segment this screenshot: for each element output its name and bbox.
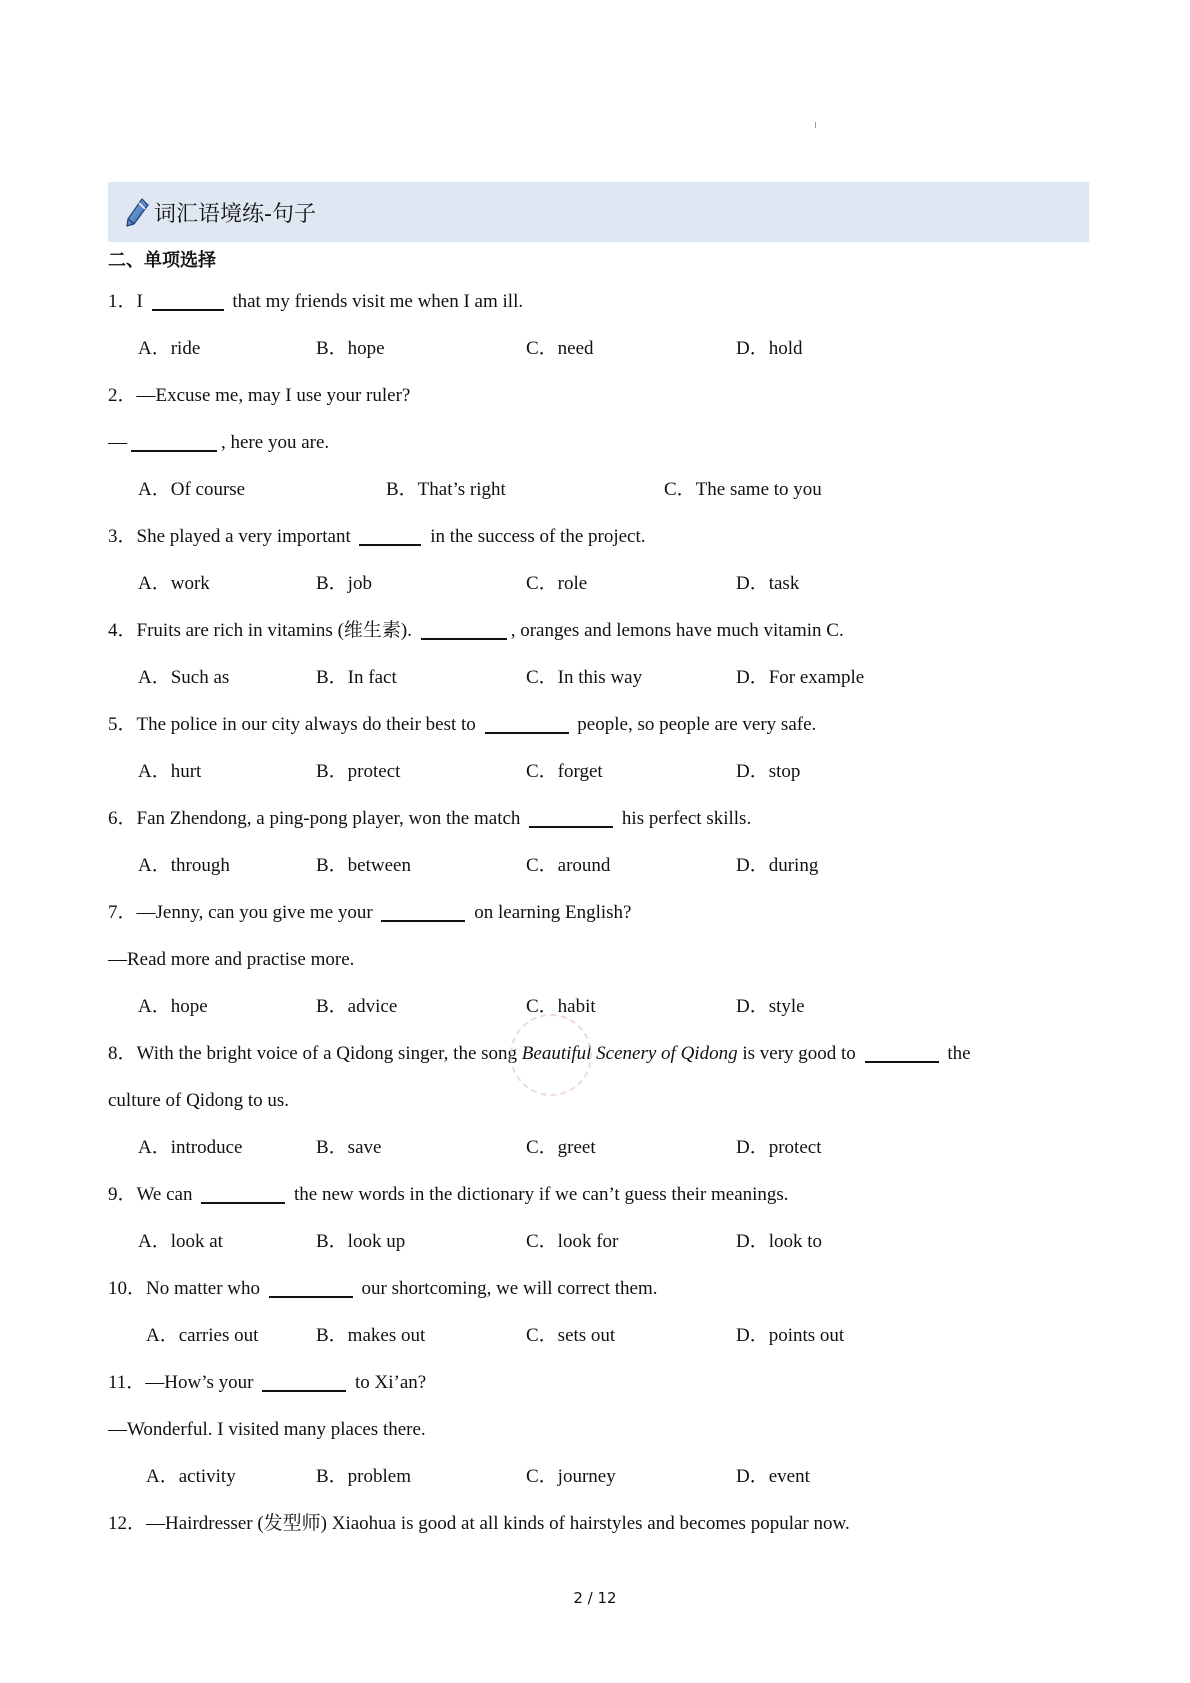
question-continuation: [108, 1077, 1088, 1124]
question-text: The police in our city always do their best to: [136, 714, 481, 735]
dialogue-reply: [108, 936, 1088, 983]
answer-option[interactable]: A．Such as: [138, 667, 230, 688]
dialogue-reply: [108, 1406, 1088, 1453]
answer-option[interactable]: D．during: [736, 855, 819, 876]
question-text: , oranges and lemons have much vitamin C.: [510, 620, 844, 641]
question-number: 5．: [108, 714, 137, 735]
question-stem: [108, 1359, 1088, 1406]
options-row: [108, 1312, 1088, 1359]
question-text: culture of Qidong to us.: [108, 1090, 290, 1111]
question-text: —Hairdresser (发型师) Xiaohua is good at all kinds of hairstyles and becomes popular now.: [146, 1513, 850, 1534]
answer-option[interactable]: B．advice: [316, 996, 398, 1017]
question-stem: [108, 278, 1088, 325]
answer-blank: [262, 1370, 346, 1392]
answer-option[interactable]: B．That’s right: [386, 479, 506, 500]
answer-option[interactable]: B．save: [316, 1137, 382, 1158]
options-row: [108, 466, 1088, 513]
question-number: 6．: [108, 808, 137, 829]
options-row: [108, 842, 1088, 889]
answer-option[interactable]: D．hold: [736, 338, 803, 359]
answer-option[interactable]: C．In this way: [526, 667, 643, 688]
answer-option[interactable]: A．carries out: [146, 1325, 259, 1346]
options-row: [108, 748, 1088, 795]
answer-option[interactable]: B．hope: [316, 338, 385, 359]
answer-option[interactable]: C．forget: [526, 761, 603, 782]
section-banner: [108, 182, 1089, 242]
options-row: [108, 1124, 1088, 1171]
question-stem: [108, 701, 1088, 748]
question-stem: [108, 795, 1088, 842]
answer-option[interactable]: A．hurt: [138, 761, 202, 782]
answer-option[interactable]: A．Of course: [138, 479, 246, 500]
options-row: [108, 654, 1088, 701]
options-row: [108, 1453, 1088, 1500]
question-text: on learning English?: [469, 902, 632, 923]
answer-option[interactable]: C．The same to you: [664, 479, 822, 500]
answer-option[interactable]: A．through: [138, 855, 230, 876]
section-heading: 二、单项选择: [108, 250, 216, 271]
question-text: With the bright voice of a Qidong singer, the song: [136, 1043, 522, 1064]
question-text: that my friends visit me when I am ill.: [227, 291, 524, 312]
question-number: 4．: [108, 620, 137, 641]
answer-option[interactable]: A．ride: [138, 338, 201, 359]
answer-blank: [131, 430, 217, 452]
question-stem: [108, 889, 1088, 936]
song-title: Beautiful Scenery of Qidong: [521, 1043, 738, 1064]
question-text: is very good to: [737, 1043, 861, 1064]
answer-blank: [529, 806, 613, 828]
answer-option[interactable]: D．look to: [736, 1231, 823, 1252]
answer-option[interactable]: A．hope: [138, 996, 208, 1017]
question-stem: [108, 1265, 1088, 1312]
answer-option[interactable]: C．need: [526, 338, 594, 359]
question-number: 3．: [108, 526, 137, 547]
answer-blank: [865, 1041, 939, 1063]
question-text: people, so people are very safe.: [572, 714, 817, 735]
question-number: 12．: [108, 1513, 147, 1534]
question-text: the: [942, 1043, 971, 1064]
question-text: I: [136, 291, 148, 312]
dialogue-reply: [108, 419, 1088, 466]
answer-blank: [485, 712, 569, 734]
answer-option[interactable]: C．greet: [526, 1137, 596, 1158]
options-row: [108, 325, 1088, 372]
question-text: the new words in the dictionary if we can’t guess their meanings.: [289, 1184, 789, 1205]
question-text: , here you are.: [221, 432, 330, 453]
watermark-stamp: [510, 1014, 592, 1096]
question-number: 11．: [108, 1372, 146, 1393]
question-text: to Xi’an?: [350, 1372, 427, 1393]
header-mark: [815, 122, 816, 128]
question-stem: [108, 1171, 1088, 1218]
question-text: —Excuse me, may I use your ruler?: [136, 385, 411, 406]
question-text: his perfect skills.: [617, 808, 752, 829]
question-text: —: [108, 432, 127, 453]
answer-option[interactable]: C．journey: [526, 1466, 616, 1487]
answer-blank: [359, 524, 421, 546]
question-number: 2．: [108, 385, 137, 406]
answer-option[interactable]: C．role: [526, 573, 588, 594]
answer-blank: [201, 1182, 285, 1204]
question-number: 10．: [108, 1278, 147, 1299]
question-stem: [108, 1500, 1088, 1547]
answer-option[interactable]: D．event: [736, 1466, 810, 1487]
question-stem: [108, 1030, 1088, 1077]
question-number: 1．: [108, 291, 137, 312]
answer-option[interactable]: A．introduce: [138, 1137, 243, 1158]
answer-option[interactable]: B．makes out: [316, 1325, 426, 1346]
page-number: 2 / 12: [573, 1589, 617, 1607]
answer-option[interactable]: D．stop: [736, 761, 801, 782]
pencil-icon: [124, 197, 150, 227]
answer-option[interactable]: B．job: [316, 573, 372, 594]
question-stem: [108, 513, 1088, 560]
question-text: —Jenny, can you give me your: [136, 902, 378, 923]
answer-option[interactable]: D．task: [736, 573, 800, 594]
answer-option[interactable]: A．look at: [138, 1231, 223, 1252]
options-row: [108, 560, 1088, 607]
question-number: 9．: [108, 1184, 137, 1205]
question-list: [108, 278, 1088, 1547]
answer-blank: [381, 900, 465, 922]
answer-option[interactable]: D．style: [736, 996, 805, 1017]
answer-option[interactable]: B．problem: [316, 1466, 411, 1487]
answer-option[interactable]: C．look for: [526, 1231, 619, 1252]
question-number: 8．: [108, 1043, 137, 1064]
answer-option[interactable]: C．sets out: [526, 1325, 616, 1346]
answer-option[interactable]: A．work: [138, 573, 210, 594]
answer-option[interactable]: C．habit: [526, 996, 596, 1017]
question-number: 7．: [108, 902, 137, 923]
answer-option[interactable]: D．For example: [736, 667, 865, 688]
answer-option[interactable]: D．protect: [736, 1137, 822, 1158]
options-row: [108, 1218, 1088, 1265]
question-text: in the success of the project.: [425, 526, 646, 547]
answer-option[interactable]: B．between: [316, 855, 411, 876]
answer-option[interactable]: D．points out: [736, 1325, 845, 1346]
question-text: Fan Zhendong, a ping-pong player, won the match: [136, 808, 526, 829]
options-row: [108, 983, 1088, 1030]
answer-option[interactable]: B．protect: [316, 761, 401, 782]
question-text: —Wonderful. I visited many places there.: [108, 1419, 426, 1440]
question-text: We can: [136, 1184, 198, 1205]
question-text: our shortcoming, we will correct them.: [356, 1278, 658, 1299]
answer-option[interactable]: A．activity: [146, 1466, 236, 1487]
banner-title: 词汇语境练-句子: [154, 201, 316, 227]
answer-option[interactable]: C．around: [526, 855, 611, 876]
answer-blank: [421, 618, 507, 640]
question-text: No matter who: [146, 1278, 265, 1299]
question-text: —How’s your: [145, 1372, 259, 1393]
answer-blank: [269, 1276, 353, 1298]
question-text: —Read more and practise more.: [108, 949, 355, 970]
question-stem: [108, 607, 1088, 654]
question-text: She played a very important: [136, 526, 356, 547]
answer-option[interactable]: B．In fact: [316, 667, 397, 688]
question-stem: [108, 372, 1088, 419]
answer-blank: [152, 289, 224, 311]
answer-option[interactable]: B．look up: [316, 1231, 406, 1252]
question-text: Fruits are rich in vitamins (维生素).: [136, 620, 417, 641]
